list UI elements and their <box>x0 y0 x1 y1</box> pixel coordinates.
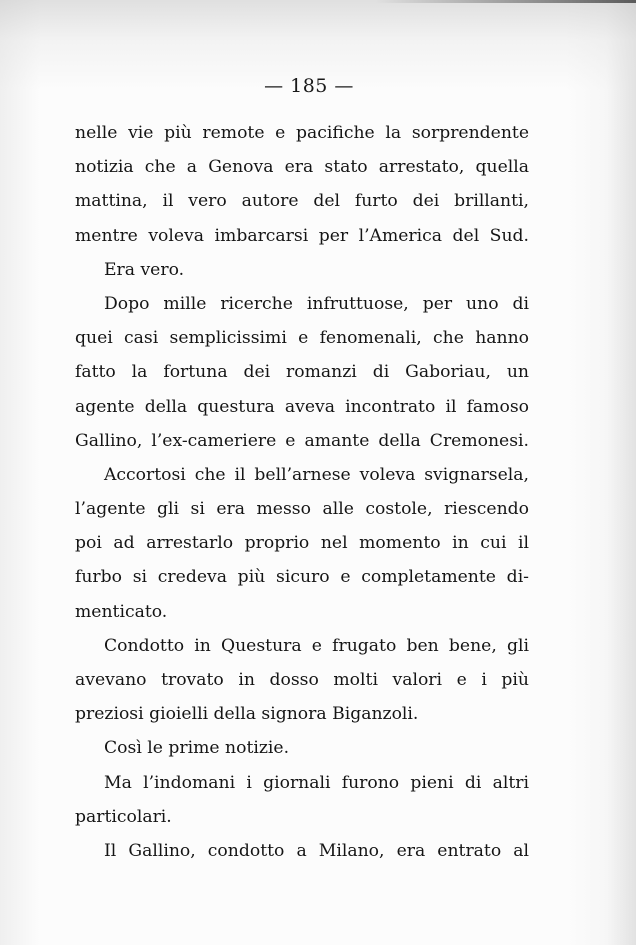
text-line: Ma l’indomani i giornali furono pieni di altri <box>104 772 529 793</box>
text-line: mentre voleva imbarcarsi per l’America del Sud. <box>75 225 529 246</box>
text-line: Accortosi che il bell’arnese voleva svignarsela, <box>104 464 529 485</box>
text-line: preziosi gioielli della signora Biganzoli. <box>75 704 419 725</box>
text-line: Il Gallino, condotto a Milano, era entrato al <box>104 840 529 861</box>
text-line: poi ad arrestarlo proprio nel momento in cui il <box>75 533 529 554</box>
text-line: l’agente gli si era messo alle costole, riescendo <box>75 499 529 520</box>
text-line: agente della questura aveva incontrato il famoso <box>75 396 529 417</box>
text-line: fatto la fortuna dei romanzi di Gaboriau, un <box>75 362 529 383</box>
text-line: Così le prime notizie. <box>104 738 290 759</box>
text-line: menticato. <box>75 601 168 622</box>
text-line: avevano trovato in dosso molti valori e i più <box>75 670 529 690</box>
text-line: furbo si credeva più sicuro e completamente di- <box>75 567 529 588</box>
text-line: nelle vie più remote e pacifiche la sorprendente <box>75 123 529 143</box>
page-edge-shadow <box>376 0 636 3</box>
body-text <box>75 116 529 868</box>
text-line: notizia che a Genova era stato arrestato, quella <box>75 157 529 178</box>
text-line: mattina, il vero autore del furto dei brillanti, <box>75 191 529 212</box>
text-line: quei casi semplicissimi e fenomenali, che hanno <box>75 328 529 349</box>
text-line: Dopo mille ricerche infruttuose, per uno di <box>104 293 529 314</box>
page-number: — 185 — <box>264 75 354 97</box>
text-line: Gallino, l’ex-cameriere e amante della Cremonesi. <box>75 430 529 451</box>
text-line: Era vero. <box>104 259 185 280</box>
text-line: particolari. <box>75 806 172 827</box>
text-line: Condotto in Questura e frugato ben bene, gli <box>104 635 529 656</box>
